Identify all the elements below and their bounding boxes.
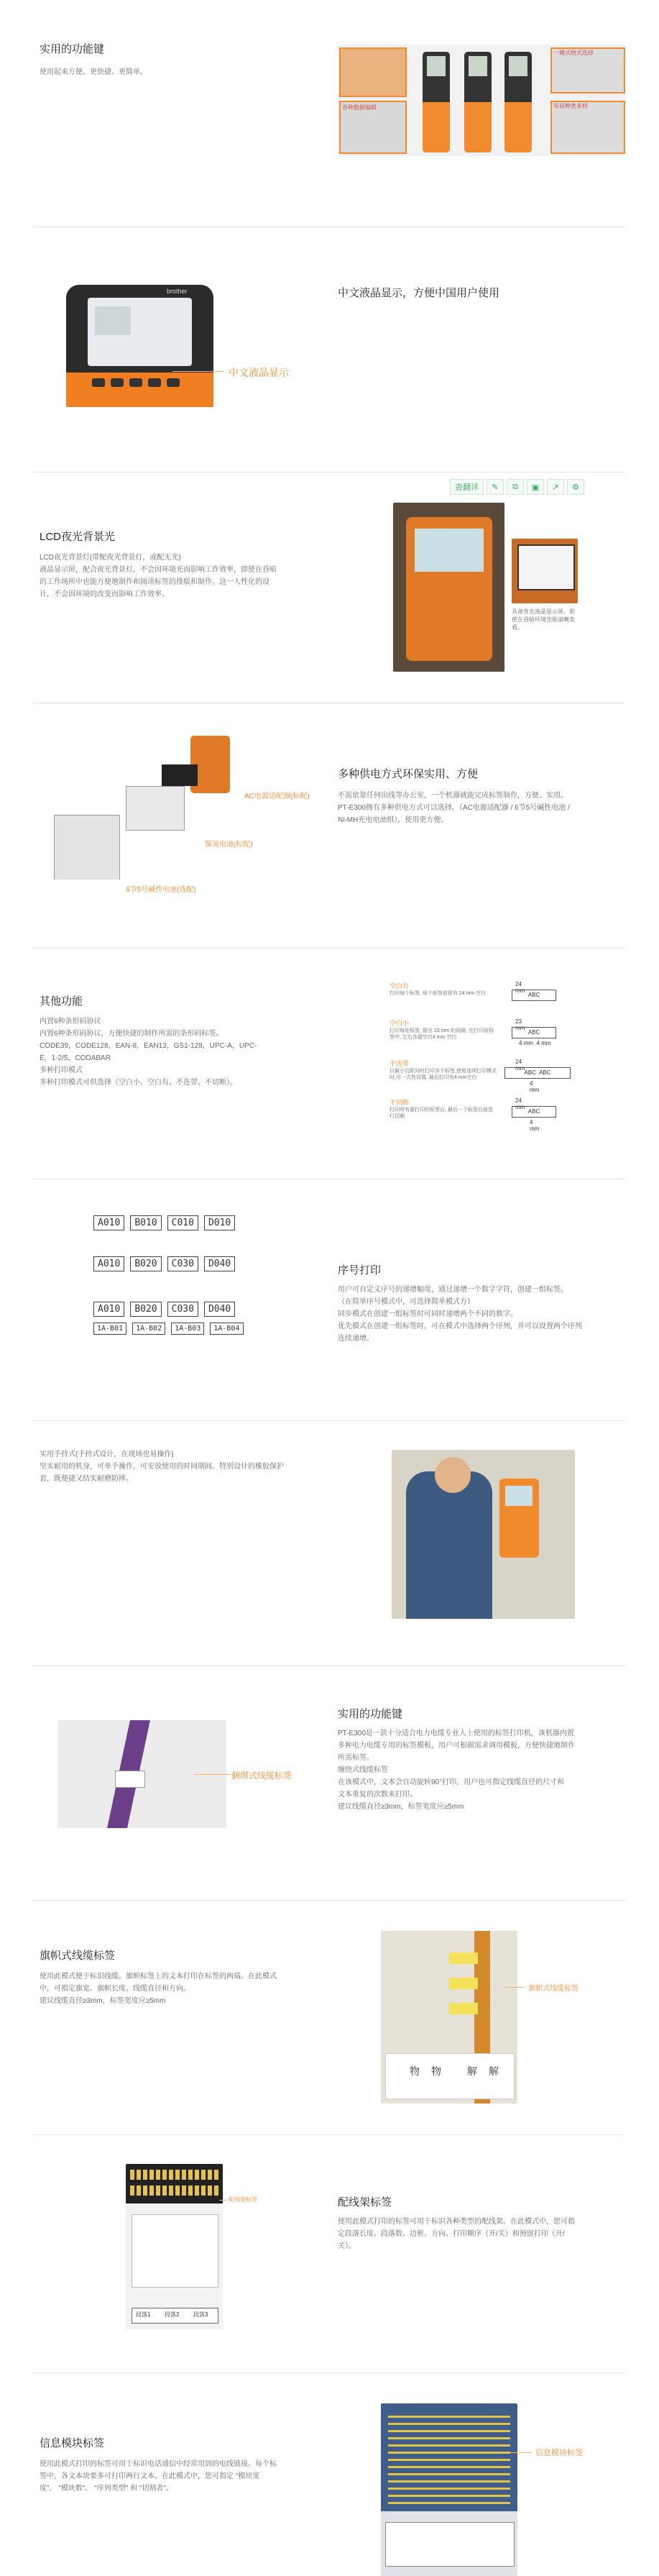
- serial-row: [93, 1302, 249, 1317]
- flag-tag: 旗帜式线缆标签: [528, 1985, 579, 1993]
- flag-sample: 物: [431, 2065, 441, 2077]
- section-function-keys: [0, 0, 659, 227]
- mode-sample: ABC ABC: [504, 1067, 571, 1079]
- print-mode: [390, 1059, 551, 1093]
- section-backlight: [0, 472, 659, 703]
- section-text: 使用此模式便于标识线缆。旗帜标签上的文本打印在标签的两端。在此模式 中，可指定旗宽、旗帜长度、线缆直径和方向。 建议线缆直径≥3mm，标签宽度应≥5mm: [40, 1973, 277, 2005]
- mode-name: 不切断: [390, 1099, 410, 1106]
- section-wrap-labels: [0, 1666, 659, 1900]
- serial-label: C030: [167, 1302, 198, 1317]
- serial-label: D010: [204, 1215, 235, 1230]
- power-label: 镍氢电池(标配): [205, 841, 253, 849]
- flag-label-photo: [381, 1931, 517, 2104]
- handheld-photo: [392, 1450, 575, 1619]
- panel-label: 段落3: [193, 2311, 208, 2318]
- serial-label: B020: [130, 1256, 161, 1271]
- device-photo: [66, 285, 213, 407]
- callout-line: [503, 1987, 525, 1988]
- section-handheld: [0, 1421, 659, 1666]
- serial-label: D040: [204, 1302, 235, 1317]
- callout-line: [510, 2452, 532, 2453]
- mode-desc: 打印每个标签, 每个标签前留有 24 mm 空白: [390, 991, 487, 996]
- print-mode: [390, 1097, 540, 1132]
- callout-line: [194, 1774, 230, 1775]
- translate-toolbar: [450, 479, 584, 495]
- photo-label: 各种数据编辑: [342, 104, 377, 111]
- flag-sample: 解: [489, 2065, 499, 2077]
- power-photo: [40, 736, 269, 880]
- section-title: 信息模块标签: [40, 2437, 105, 2449]
- section-text: 用户可自定义序号的递增幅度，通过递增一个数字字符，创建一组标签。 （在简单序号模式中，可选择简单模式方） 同步模式在创建一组标签时可同时递增两个不同的数字。 优先模式在创建一组标签时，可在模式中选择两个序列，并可以设置两个序列 连续递增。: [338, 1286, 582, 1343]
- edit-icon[interactable]: ✎: [487, 479, 504, 495]
- section-text: LCD夜光背景灯(带配夜光背景灯，或配无光) 液晶显示屏，配合夜光背景灯，不会因环境光而影响工作效率，即使在昏暗 的工作场所中也能方便地制作和阅读标签的排版和制作。这一人性化的设 计，不会因环境的改变而影响工作效率。: [40, 554, 277, 598]
- mode-width: 24 mm: [515, 981, 525, 994]
- serial-samples: [93, 1215, 249, 1335]
- section-title: 旗帜式线缆标签: [40, 1950, 116, 1962]
- serial-row: [93, 1321, 249, 1335]
- section-patch-panel: [0, 2135, 659, 2372]
- section-other-functions: [0, 949, 659, 1179]
- serial-label: 1A-B03: [171, 1323, 204, 1335]
- serial-label: C030: [167, 1256, 198, 1271]
- mode-sample: ABC: [512, 1106, 556, 1118]
- section-lcd-display: [0, 227, 659, 472]
- mode-width: 23 mm: [515, 1018, 525, 1031]
- mode-desc: 打印所有要打印的标签后, 最后一个标签后面进行切割: [390, 1107, 493, 1119]
- section-power: [0, 703, 659, 948]
- backlight-callout: 具备背光液晶显示屏，即使在昏暗环境也能清晰查看。: [512, 608, 575, 631]
- serial-label: 1A-B02: [132, 1323, 165, 1335]
- serial-label: 1A-B01: [93, 1323, 126, 1335]
- section-text: 不需依靠任何出线等办公室，一个机器就能完成标签制作，方便、实用。 PT-E300拥有多种供电方式可以选择。（AC电源适配器 / 6节5号碱性电池 / Ni-MH充电电池组），使用更方便。: [338, 792, 570, 824]
- section-text: 使用起来方便、更快捷、更简单。: [40, 68, 147, 76]
- mode-margins: 4 mm: [530, 1080, 540, 1093]
- section-title: 其他功能: [40, 995, 83, 1008]
- mode-margins: 4 mm 4 mm: [519, 1040, 551, 1046]
- serial-label: A010: [93, 1215, 124, 1230]
- callout-line: [219, 2200, 226, 2201]
- serial-row: [93, 1256, 249, 1271]
- flag-sample: 物: [410, 2065, 420, 2077]
- panel-label: 段落1: [136, 2311, 151, 2318]
- section-text: 实用手持式(手持式设计，在现场也易操作) 坚实耐用的机身，可单手操作，可安放使用的时间期间。特别设计的橡胶保护 套，既便捷又结实耐磨防摔。: [40, 1451, 284, 1483]
- copy-icon[interactable]: ⧉: [507, 479, 524, 495]
- share-icon[interactable]: ↗: [547, 479, 564, 495]
- panel-label: 段落2: [165, 2311, 180, 2318]
- section-serial-print: [0, 1179, 659, 1420]
- section-title: 配线架标签: [338, 2196, 392, 2209]
- function-keys-photo: [338, 45, 625, 156]
- mode-width: 24 mm: [515, 1097, 525, 1110]
- section-title: 实用的功能键: [338, 1708, 403, 1720]
- flag-sample: 解: [467, 2065, 477, 2077]
- print-mode: [390, 981, 540, 998]
- power-label: AC电源适配器(标配): [244, 793, 310, 800]
- mode-sample: ABC: [512, 990, 556, 1001]
- device-brand: brother: [167, 288, 188, 295]
- serial-label: B020: [130, 1302, 161, 1317]
- backlight-callout-photo: [512, 539, 578, 603]
- serial-row: [93, 1215, 249, 1230]
- backlight-photo: [393, 503, 504, 672]
- serial-label: B010: [130, 1215, 161, 1230]
- serial-label: 1A-B04: [210, 1323, 243, 1335]
- translate-button[interactable]: 查翻译: [450, 479, 484, 495]
- section-title: LCD夜光背景光: [40, 531, 116, 543]
- save-icon[interactable]: ▣: [527, 479, 544, 495]
- mode-desc: 以最小边距同时打印多个标签,使用连续打印模式时,可一次性设置, 最后打印有4 mm空白: [390, 1069, 497, 1080]
- section-title: 实用的功能键: [40, 43, 105, 55]
- section-text: 内置6种条形码协议 内置6种条形码协议，方便快捷的制作所需的条形码标签。 CODE39，CODE128，EAN-8，EAN13，GS1-128，UPC-A，UPC- E，1-2/5，CODABAR 多种打印模式 多种打印模式可供选择（空白小、空白有、不连带、不切断）。: [40, 1018, 257, 1087]
- info-module-photo: [381, 2403, 517, 2576]
- mode-margins: 4 mm: [530, 1119, 540, 1132]
- section-text: PT-E300是一款十分适合电力电缆专业人士使用的标签打印机，该机器内置 多种电力电缆专用的标签模板，用户可根据需求调用模板，方便快捷地制作 所需标签。 缠绕式线缆标签 在该模式中，文本会自动旋转90°打印，用户也可指定线缆直径的尺寸和 文本重复的次数来打印。 建议线缆直径≥3mm，标签宽度应≥5mm: [338, 1730, 575, 1811]
- mode-name: 空白小: [390, 1020, 410, 1027]
- mode-name: 不连带: [390, 1060, 410, 1067]
- power-label: 6节5号碱性电池(选配): [126, 886, 196, 894]
- serial-label: A010: [93, 1256, 124, 1271]
- section-title: 序号打印: [338, 1264, 382, 1276]
- callout-line: [172, 371, 224, 372]
- photo-label: 一键式格式选择: [553, 50, 594, 56]
- mode-sample: ABC: [512, 1027, 556, 1038]
- info-tag: 信息模块标签: [535, 2449, 583, 2457]
- wrap-tag: 捆绑式线缆标签: [231, 1771, 292, 1781]
- print-mode: [390, 1018, 551, 1046]
- patch-panel-photo: [126, 2164, 223, 2329]
- section-text: 使用此模式打印的标签可用于标识各种类型的配线架。在此模式中，您可指 定段落长度、段落数、边框、方向、打印顺序（开/关）和预留打印（开/ 关）。: [338, 2218, 575, 2250]
- section-info-module: [0, 2373, 659, 2576]
- section-text: 使用此模式打印的标签可用于标识电话通信中经常用到的电线链接。每个标 签中，各文本块要多可打印两行文本。在此模式中，您可指定 "模块宽 度"、 "模块数"、 "序列类型" 和 "切割者"。: [40, 2460, 277, 2493]
- mode-width: 24 mm: [515, 1059, 525, 1072]
- mode-name: 空白有: [390, 982, 410, 990]
- settings-icon[interactable]: ⚙: [567, 479, 584, 495]
- section-title: 多种供电方式环保实用、方便: [338, 768, 479, 780]
- serial-label: A010: [93, 1302, 124, 1317]
- lcd-tag: 中文液晶显示: [229, 367, 289, 378]
- serial-label: D040: [204, 1256, 235, 1271]
- photo-label: 布局种类多样: [553, 103, 588, 109]
- section-flag-labels: [0, 1901, 659, 2134]
- section-title: 中文液晶显示，方便中国用户使用: [338, 287, 500, 299]
- serial-label: C010: [167, 1215, 198, 1230]
- panel-tag: 配线架标签: [229, 2196, 257, 2203]
- mode-desc: 打印每处标签, 留出 23 mm 的间隔, 在打印前标签中, 左右各留空白4 mm 空白: [390, 1028, 494, 1040]
